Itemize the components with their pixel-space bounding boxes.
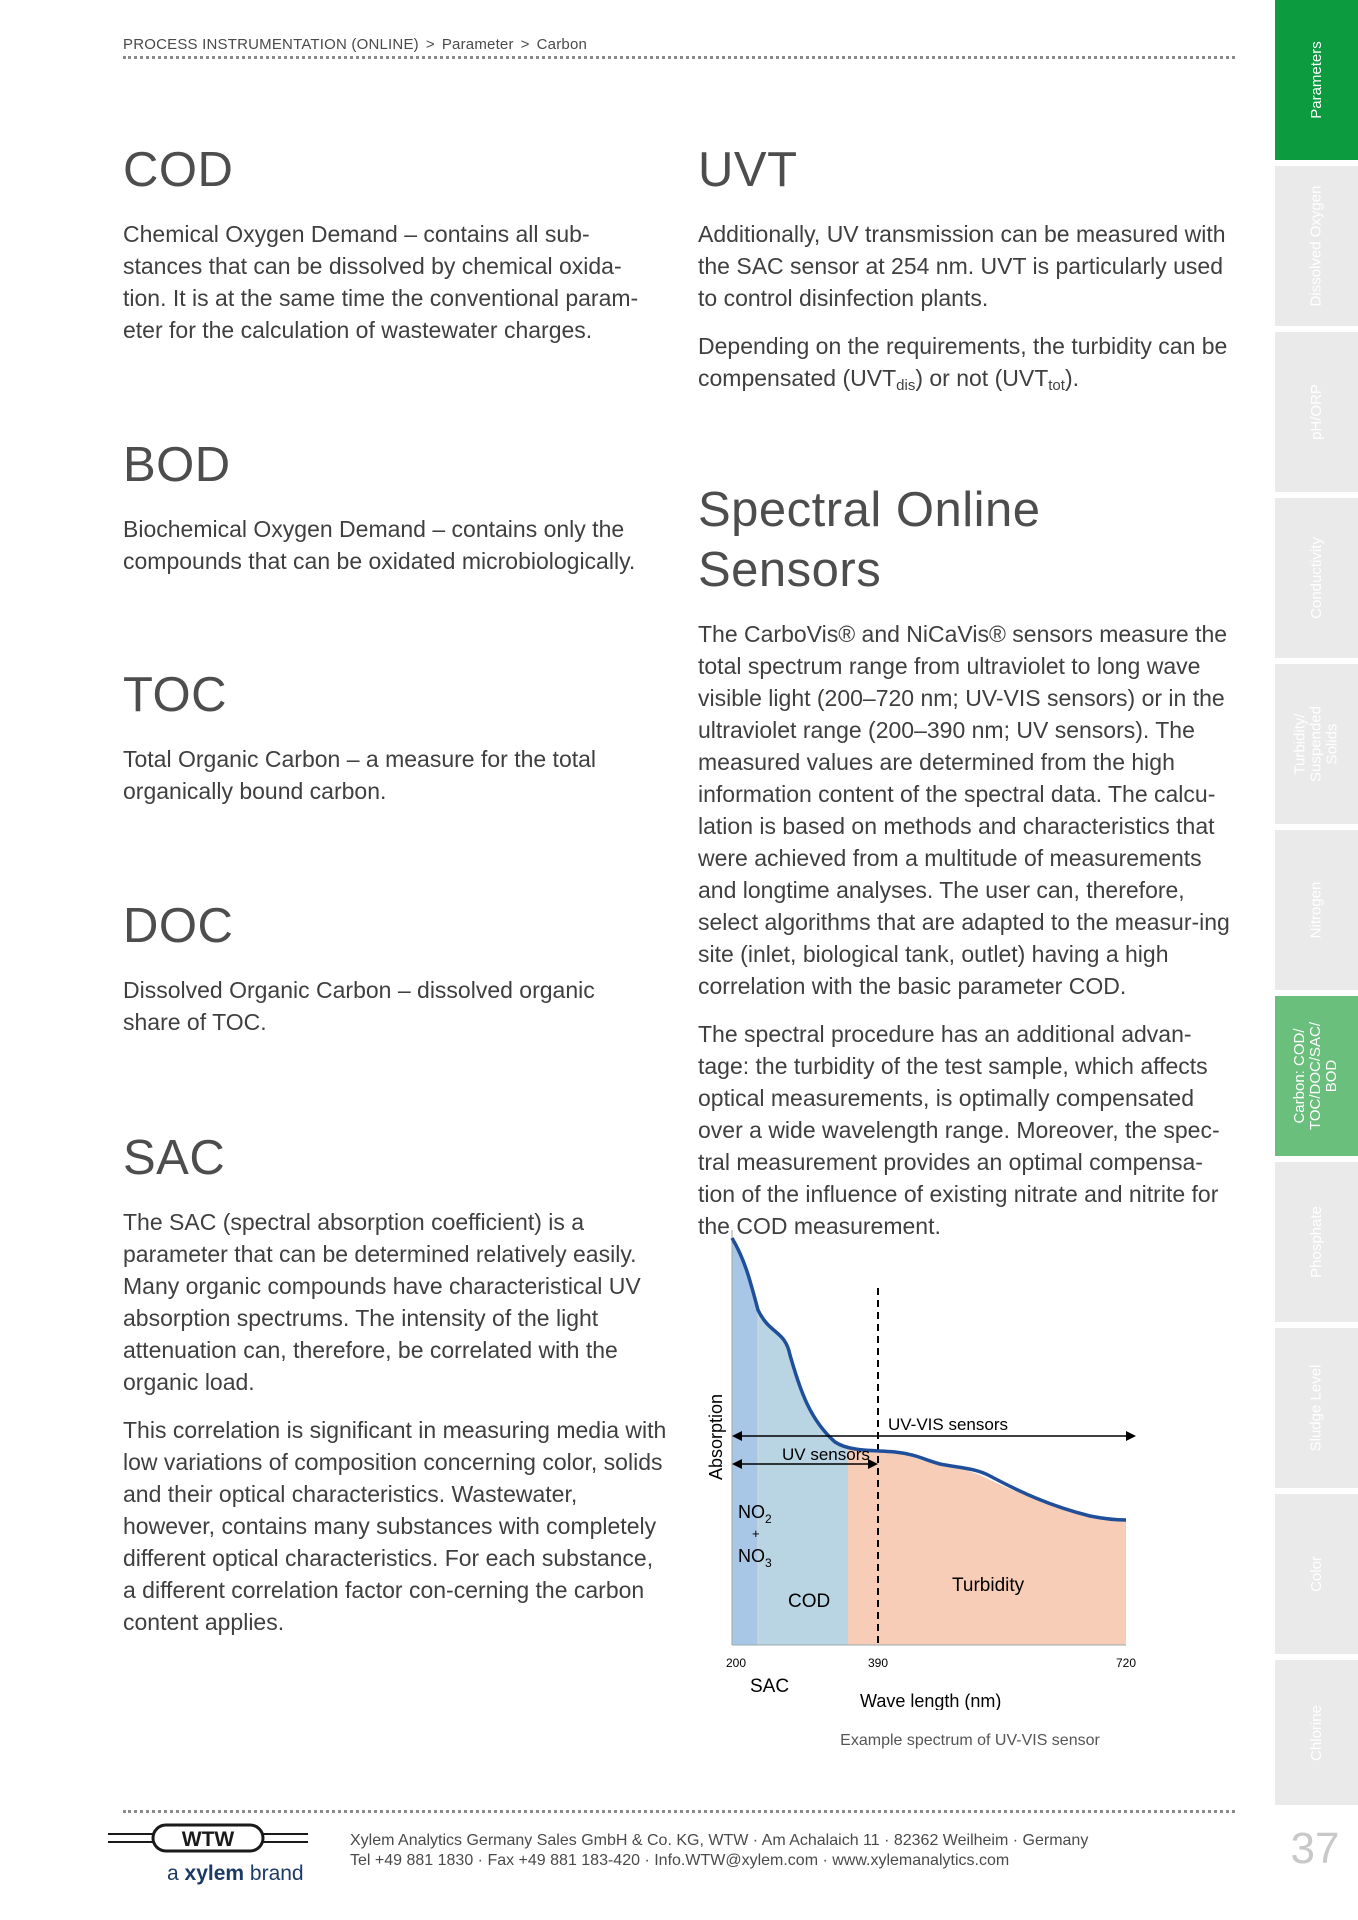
section-text-sac-2: This correlation is significant in measuring media with low variations of composition concerning color, solids and their optical characteristics. Wastewater, however, contains many substances with completely different optical characteristics. For each substance, a different correlation factor con-cerning the carbon content applies. <box>123 1417 667 1635</box>
section-text-doc: Dissolved Organic Carbon – dissolved organic share of TOC. <box>123 977 595 1035</box>
section-text-cod: Chemical Oxygen Demand – contains all sub-stances that can be dissolved by chemical oxida-tion. It is at the same time the conventional param-eter for the calculation of wastewater charges. <box>123 221 639 343</box>
tab-label: Conductivity <box>1307 537 1325 619</box>
label-no3: $NO_3$ <box>738 1546 772 1570</box>
tab-label: Turbidity/ Suspended Solids <box>1291 706 1341 782</box>
uvt-text-part: ) or not (UVT <box>915 365 1049 391</box>
section-text-sac-1: The SAC (spectral absorption coefficient) is a parameter that can be determined relatively easily. Many organic compounds have characteristical UV absorption spectrums. The intensity of the light attenuation can, therefore, be correlated with the organic load. <box>123 1209 641 1395</box>
tab-label: Nitrogen <box>1307 881 1325 939</box>
section-text-uvt-2 <box>698 330 1233 402</box>
section-title-toc: TOC <box>123 668 228 722</box>
breadcrumb-item-carbon[interactable]: Carbon <box>536 36 588 53</box>
breadcrumb-item-parameter[interactable]: Parameter <box>441 36 514 53</box>
breadcrumb-separator: > <box>425 36 435 53</box>
section-uvt <box>698 140 1233 402</box>
uvt-text-part: Depending on the requirements, the turbidity can be compensated (UVT <box>698 333 1228 391</box>
tick-label-390: 390 <box>868 1656 889 1670</box>
section-title-cod: COD <box>123 143 234 197</box>
label-cod: COD <box>788 1591 831 1612</box>
tab-label: Chlorine <box>1307 1704 1325 1761</box>
section-text-spectral-1: The CarboVis® and NiCaVis® sensors measure the total spectrum range from ultraviolet to long wave visible light (200–720 nm; UV-VIS sensors) or in the ultraviolet range (200–390 nm; UV sensors). The measured values are determined from the high information content of the spectral data. The calcu-lation is based on methods and characteristics that were achieved from a multitude of measurements and longtime analyses. The user can, therefore, select algorithms that are adapted to the measur-ing site (inlet, biological tank, outlet) having a high correlation with the basic parameter COD. <box>698 621 1230 999</box>
tab-chlorine[interactable] <box>1275 1660 1358 1805</box>
section-text-uvt-1: Additionally, UV transmission can be measured with the SAC sensor at 254 nm. UVT is particularly used to control disinfection plants. <box>698 221 1226 311</box>
tab-color[interactable] <box>1275 1494 1358 1654</box>
tab-phosphate[interactable] <box>1275 1162 1358 1322</box>
footer-contact <box>350 1831 1088 1871</box>
footer-divider <box>123 1810 1235 1813</box>
tab-label: pH/ORP <box>1307 384 1325 440</box>
tab-label: Parameters <box>1307 41 1325 119</box>
section-cod <box>123 140 663 346</box>
section-text-bod: Biochemical Oxygen Demand – contains only the compounds that can be oxidated microbiologically. <box>123 516 636 574</box>
uvt-text-part: ). <box>1064 365 1079 391</box>
section-doc <box>123 896 643 1038</box>
spectrum-chart-svg <box>690 1220 1150 1710</box>
parameter-sidebar <box>1275 0 1358 1805</box>
tab-turbidity[interactable] <box>1275 664 1358 824</box>
breadcrumb-item-process[interactable]: PROCESS INSTRUMENTATION (ONLINE) <box>123 36 419 53</box>
tab-label: Sludge Level <box>1307 1364 1325 1452</box>
tab-conductivity[interactable] <box>1275 498 1358 658</box>
page-number: 37 <box>1290 1824 1340 1873</box>
header-divider <box>123 56 1235 59</box>
label-plus: + <box>752 1526 760 1541</box>
label-uvvis-sensors: UV-VIS sensors <box>888 1415 1008 1434</box>
section-sac <box>123 1128 668 1638</box>
section-title-uvt: UVT <box>698 143 798 197</box>
tab-label: Carbon: COD/ TOC/DOC/SAC/ BOD <box>1291 1021 1341 1131</box>
tab-label: Phosphate <box>1307 1206 1325 1278</box>
section-toc <box>123 665 643 807</box>
tick-label-720: 720 <box>1116 1656 1137 1670</box>
section-title-sac: SAC <box>123 1131 226 1185</box>
section-title-spectral: Spectral Online Sensors <box>698 483 1041 597</box>
tab-dissolved-oxygen[interactable] <box>1275 166 1358 326</box>
svg-text:WTW: WTW <box>181 1828 235 1851</box>
label-uv-sensors: UV sensors <box>782 1445 870 1464</box>
tab-nitrogen[interactable] <box>1275 830 1358 990</box>
chart-caption: Example spectrum of UV-VIS sensor <box>840 1732 1100 1749</box>
section-bod <box>123 435 673 577</box>
uvt-subscript: dis <box>896 377 916 394</box>
wtw-logo-icon <box>108 1820 308 1860</box>
footer-contact-line[interactable]: Tel +49 881 1830 · Fax +49 881 183-420 · Info.WTW@xylem.com · www.xylemanalytics.com <box>350 1852 1010 1869</box>
section-text-toc: Total Organic Carbon – a measure for the total organically bound carbon. <box>123 746 597 804</box>
section-spectral <box>698 480 1233 1242</box>
section-title-bod: BOD <box>123 438 231 492</box>
tab-parameters[interactable] <box>1275 0 1358 160</box>
spectrum-chart <box>690 1220 1150 1710</box>
tab-sludge-level[interactable] <box>1275 1328 1358 1488</box>
y-axis-label: Absorption <box>706 1393 726 1480</box>
label-sac: SAC <box>750 1676 790 1697</box>
tick-label-200: 200 <box>726 1656 747 1670</box>
uvt-subscript: tot <box>1048 377 1065 394</box>
tab-ph-orp[interactable] <box>1275 332 1358 492</box>
tab-carbon[interactable] <box>1275 996 1358 1156</box>
label-no2: $NO_2$ <box>738 1502 772 1526</box>
section-text-spectral-2: The spectral procedure has an additional advan-tage: the turbidity of the test sample, which affects optical measurements, is optimally compensated over a wide wavelength range. Moreover, the spec-tral measurement provides an optimal compensa-tion of the influence of existing nitrate and nitrite for the COD measurement. <box>698 1021 1220 1239</box>
footer-address: Xylem Analytics Germany Sales GmbH & Co. KG, WTW · Am Achalaich 11 · 82362 Weilheim · Germany <box>350 1832 1089 1849</box>
breadcrumb-separator: > <box>520 36 530 53</box>
tab-label: Dissolved Oxygen <box>1307 185 1325 307</box>
section-title-doc: DOC <box>123 899 234 953</box>
region-turbidity <box>848 1448 1126 1645</box>
label-turbidity: Turbidity <box>952 1575 1025 1596</box>
xylem-brand: a xylem brand <box>167 1862 304 1885</box>
tab-label: Color <box>1307 1556 1325 1592</box>
x-axis-label: Wave length (nm) <box>860 1691 1002 1710</box>
